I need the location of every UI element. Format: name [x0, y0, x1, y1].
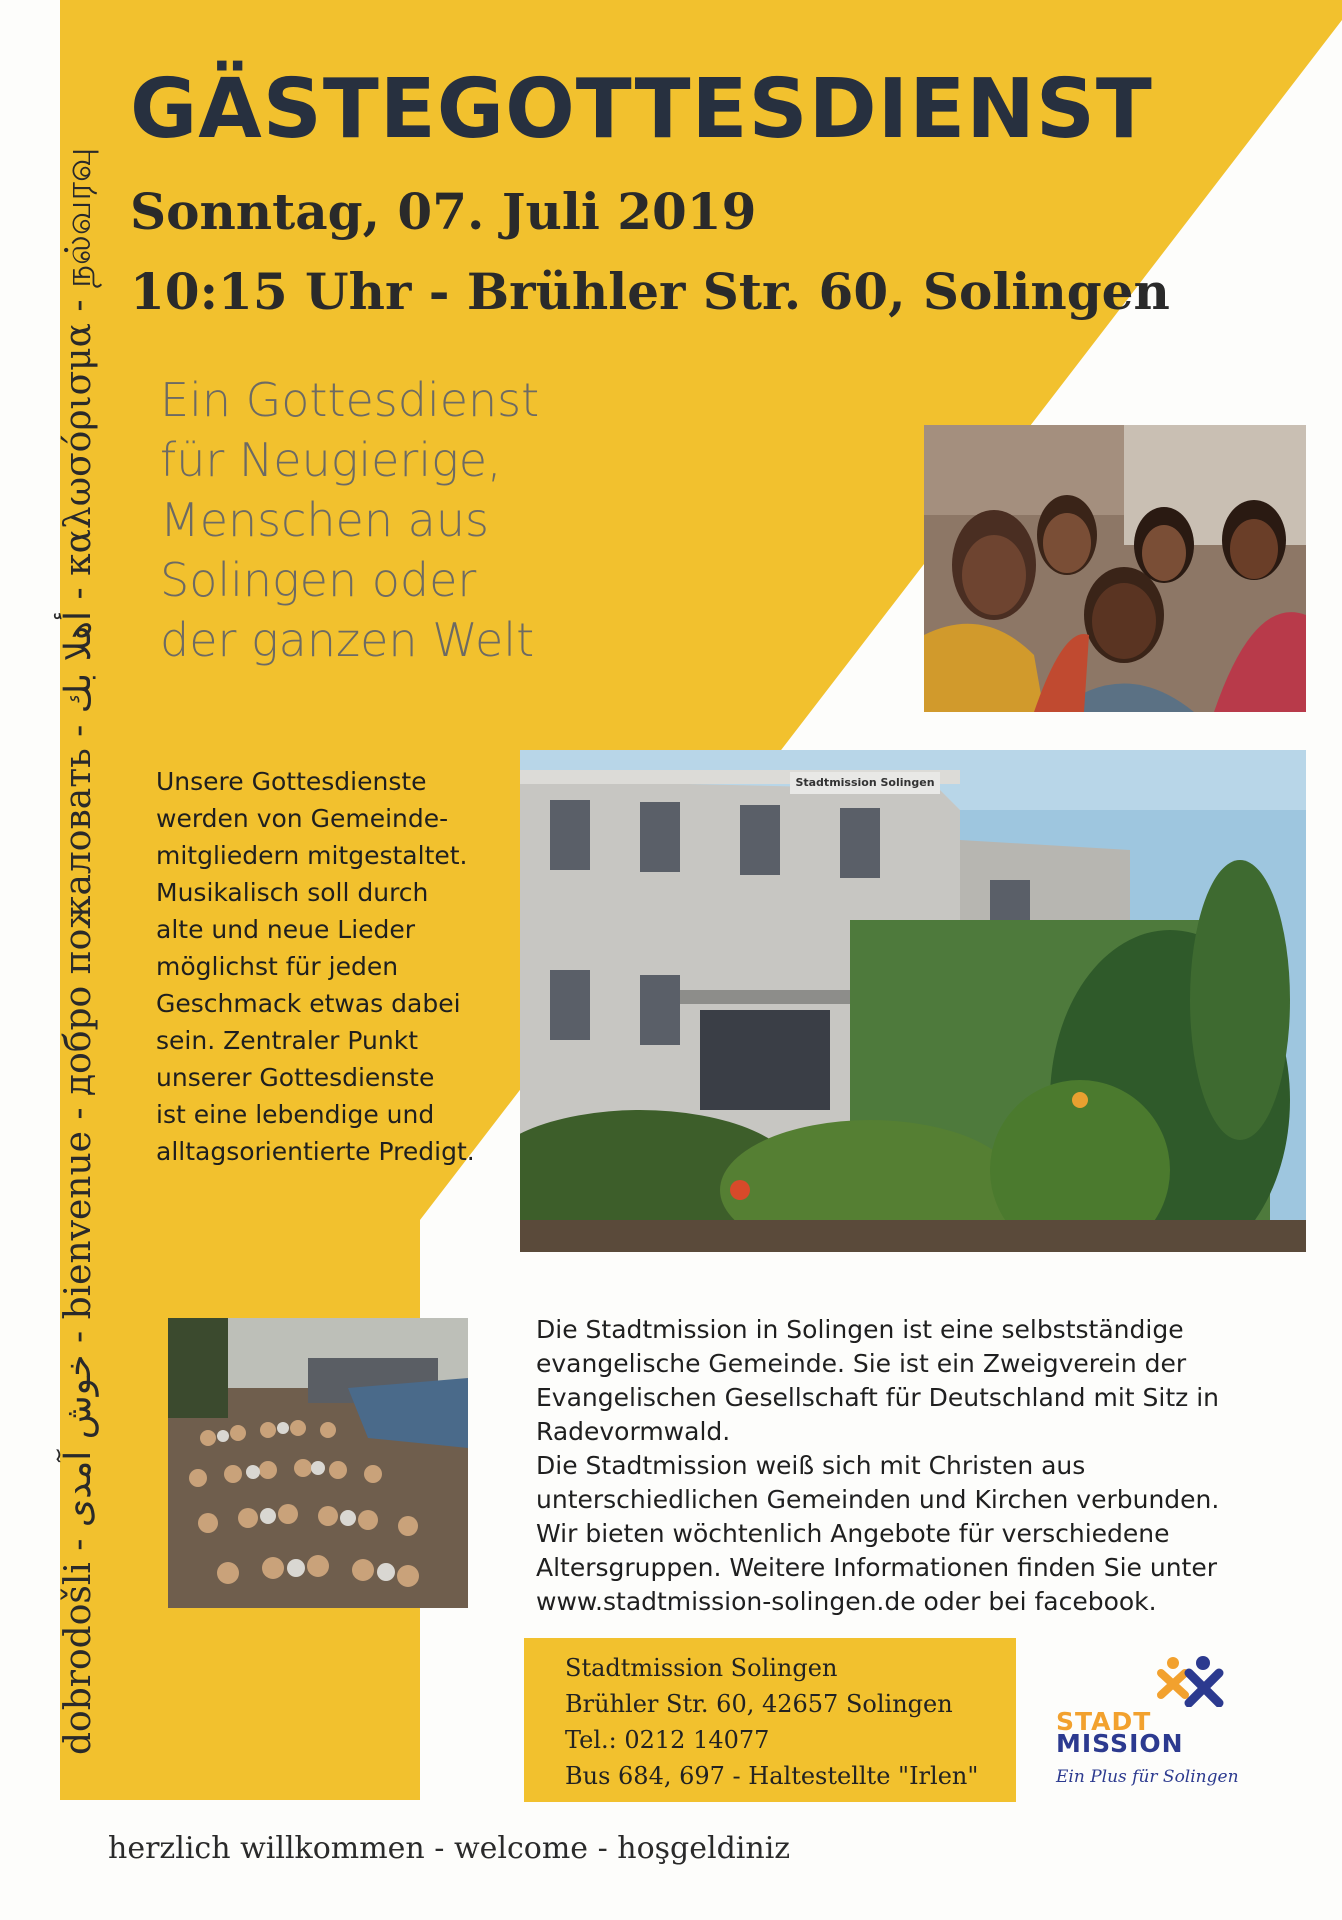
logo-tagline: Ein Plus für Solingen [1056, 1767, 1239, 1787]
intro-text [160, 370, 539, 670]
body1-line: möglichst für jeden [156, 952, 399, 981]
body-text-about [536, 1313, 1219, 1619]
body1-line: mitgliedern mitgestaltet. [156, 841, 468, 870]
body1-line: alltagsorientierte Predigt. [156, 1137, 475, 1166]
body1-line: unserer Gottesdienste [156, 1063, 435, 1092]
logo-figures-icon [1155, 1655, 1225, 1707]
body1-line: ist eine lebendige und [156, 1100, 435, 1129]
time-location-line: 10:15 Uhr - Brühler Str. 60, Solingen [130, 262, 1170, 321]
body2-line: evangelische Gemeinde. Sie ist ein Zweigverein der [536, 1349, 1187, 1378]
body2-line: Evangelischen Gesellschaft für Deutschland mit Sitz in [536, 1383, 1219, 1412]
body1-line: Musikalisch soll durch [156, 878, 429, 907]
vertical-greeting: dobrodošli - خوش آمدی - bienvenue - добро пожаловать - أهلا بك - καλωσόρισμα - நல்வரவு [58, 147, 99, 1755]
contact-name: Stadtmission Solingen [565, 1654, 838, 1682]
page-title: GÄSTEGOTTESDIENST [130, 62, 1153, 157]
body2-line: www.stadtmission-solingen.de oder bei facebook. [536, 1587, 1157, 1616]
body2-line: Radevormwald. [536, 1417, 731, 1446]
body2-line: Wir bieten wöchtenlich Angebote für verschiedene [536, 1519, 1170, 1548]
intro-line: Menschen aus [160, 493, 489, 547]
group-photo [924, 425, 1306, 712]
date-line: Sonntag, 07. Juli 2019 [130, 182, 757, 241]
body-text-services [156, 763, 475, 1170]
intro-line: Solingen oder [160, 553, 477, 607]
intro-line: Ein Gottesdienst [160, 373, 540, 427]
contact-box [524, 1638, 1016, 1802]
logo-text-stadt: STADT [1056, 1707, 1152, 1736]
body1-line: alte und neue Lieder [156, 915, 416, 944]
footer-greeting: herzlich willkommen - welcome - hoşgeldiniz [108, 1831, 791, 1866]
contact-phone: Tel.: 0212 14077 [565, 1726, 770, 1754]
building-sign: Stadtmission Solingen [790, 772, 940, 794]
intro-line: der ganzen Welt [160, 613, 535, 667]
body2-line: Die Stadtmission weiß sich mit Christen aus [536, 1451, 1086, 1480]
body2-line: unterschiedlichen Gemeinden und Kirchen verbunden. [536, 1485, 1220, 1514]
contact-address: Brühler Str. 60, 42657 Solingen [565, 1690, 953, 1718]
logo-text-mission: MISSION [1056, 1729, 1184, 1758]
congregation-photo [168, 1318, 468, 1608]
building-photo [520, 750, 1306, 1252]
body1-line: sein. Zentraler Punkt [156, 1026, 418, 1055]
body1-line: werden von Gemeinde- [156, 804, 449, 833]
body2-line: Altersgruppen. Weitere Informationen finden Sie unter [536, 1553, 1218, 1582]
intro-line: für Neugierige, [160, 433, 502, 487]
body2-line: Die Stadtmission in Solingen ist eine selbstständige [536, 1315, 1184, 1344]
stadtmission-logo [1050, 1655, 1260, 1805]
contact-bus: Bus 684, 697 - Haltestellte "Irlen" [565, 1762, 979, 1790]
body1-line: Geschmack etwas dabei [156, 989, 461, 1018]
body1-line: Unsere Gottesdienste [156, 767, 427, 796]
